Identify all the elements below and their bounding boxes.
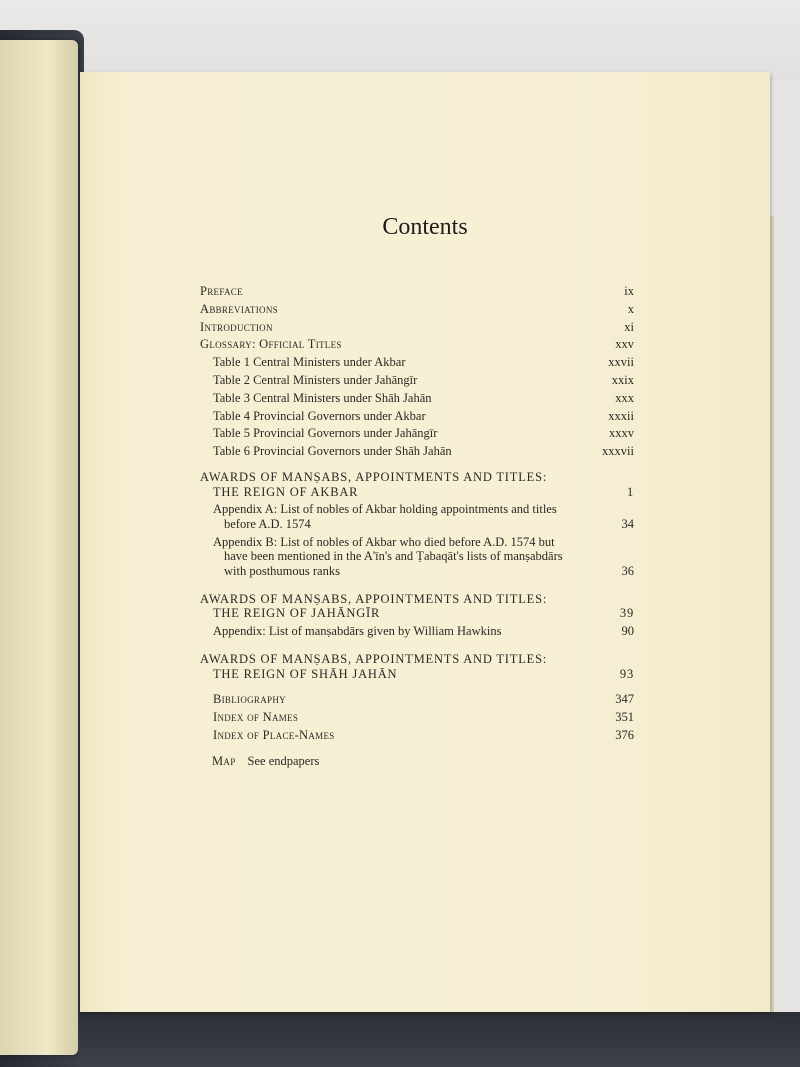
toc-entry-page: xxix — [611, 372, 634, 387]
toc-entry-table-6 — [200, 444, 634, 462]
toc-entry-page: 90 — [621, 624, 634, 639]
toc-entry-table-2 — [200, 373, 634, 391]
toc-entry-label: Appendix: List of manṣabdārs given by William Hawkins — [213, 624, 502, 639]
toc-entry-introduction — [200, 320, 634, 338]
toc-entry-label: Table 4 Provincial Governors under Akbar — [213, 408, 426, 423]
left-page-edge — [0, 40, 78, 1055]
toc-entry-page: x — [627, 301, 634, 316]
toc-entry-label: Preface — [200, 284, 243, 298]
toc-entry-table-3 — [200, 391, 634, 409]
toc-entry-label: Introduction — [200, 319, 273, 334]
toc-entry-bibliography — [200, 692, 634, 710]
toc-entry-table-4 — [200, 409, 634, 427]
toc-entry-label: with posthumous ranks — [224, 563, 340, 578]
part3-heading: AWARDS OF MANṢABS, APPOINTMENTS AND TITLES: — [200, 651, 548, 666]
toc-entry-page: 347 — [615, 692, 634, 707]
part1-heading: AWARDS OF MANṢABS, APPOINTMENTS AND TITLES: — [200, 469, 548, 484]
spacer — [200, 684, 634, 692]
toc-entry-page: 39 — [619, 606, 634, 621]
toc-entry-label: Glossary: Official Titles — [200, 337, 342, 352]
toc-entry-label: Index of Names — [213, 710, 299, 725]
toc-entry-page: 93 — [619, 666, 634, 681]
toc-entry-label: Bibliography — [213, 692, 286, 707]
part3-subheading — [200, 667, 634, 685]
part1-subheading — [200, 485, 634, 503]
toc-entry-page: 351 — [615, 710, 634, 725]
toc-entry-label: Table 5 Provincial Governors under Jahāngīr — [213, 426, 438, 441]
spacer — [200, 582, 634, 592]
toc-entry-label: Abbreviations — [200, 301, 278, 316]
toc-entry-page: xxxv — [609, 426, 634, 441]
toc-entry-label: before A.D. 1574 — [224, 516, 311, 531]
appendix-a-line-1: Appendix A: List of nobles of Akbar holding appointments and titles — [213, 502, 557, 517]
map-label: Map — [212, 753, 236, 768]
toc-entry-abbreviations — [200, 302, 634, 320]
toc-entry-label: THE REIGN OF AKBAR — [213, 484, 359, 499]
toc-entry-label: Index of Place-Names — [213, 727, 335, 742]
book-cover-bottom — [78, 1012, 800, 1067]
appendix-b-line-2: have been mentioned in the A'īn's and Ṭabaqāt's lists of manṣabdārs — [224, 549, 563, 564]
appendix-a-line-2 — [200, 517, 634, 535]
spacer — [200, 746, 634, 754]
toc-entry-glossary — [200, 337, 634, 355]
toc-entry-table-5 — [200, 426, 634, 444]
toc-entry-page: ix — [624, 284, 634, 298]
appendix-b-line-1: Appendix B: List of nobles of Akbar who died before A.D. 1574 but — [213, 534, 555, 549]
toc-entry-page: 36 — [621, 563, 634, 578]
toc-entry-page: xxx — [615, 390, 634, 405]
background — [0, 0, 800, 80]
toc-entry-page: xxvii — [608, 355, 634, 370]
map-note: See endpapers — [247, 753, 320, 768]
toc-entry-page: xxv — [615, 337, 634, 352]
toc-entry-label: Table 2 Central Ministers under Jahāngīr — [213, 372, 418, 387]
toc-entry-label: THE REIGN OF JAHĀNGĪR — [213, 606, 381, 621]
page-title: Contents — [382, 214, 468, 240]
spacer — [200, 462, 634, 470]
toc-entry-page: xxxii — [608, 408, 634, 423]
toc-entry-preface — [200, 284, 634, 302]
part2-appendix — [200, 624, 634, 642]
part2-heading: AWARDS OF MANṢABS, APPOINTMENTS AND TITLES: — [200, 591, 548, 606]
appendix-b-line-3 — [200, 564, 634, 582]
table-of-contents — [200, 284, 634, 769]
toc-entry-page: 1 — [626, 484, 634, 499]
toc-entry-page: xxxvii — [602, 444, 634, 459]
toc-entry-table-1 — [200, 355, 634, 373]
toc-entry-index-place-names — [200, 728, 634, 746]
toc-entry-label: Table 6 Provincial Governors under Shāh Jahān — [213, 444, 452, 459]
toc-entry-index-names — [200, 710, 634, 728]
toc-entry-map — [200, 754, 634, 769]
toc-entry-label: Table 1 Central Ministers under Akbar — [213, 355, 406, 370]
toc-entry-page: xi — [624, 319, 634, 334]
toc-entry-label: Table 3 Central Ministers under Shāh Jahān — [213, 390, 432, 405]
toc-entry-label: THE REIGN OF SHĀH JAHĀN — [213, 666, 398, 681]
part2-subheading — [200, 606, 634, 624]
toc-entry-page: 376 — [615, 727, 634, 742]
spacer — [200, 642, 634, 652]
toc-entry-page: 34 — [621, 516, 634, 531]
